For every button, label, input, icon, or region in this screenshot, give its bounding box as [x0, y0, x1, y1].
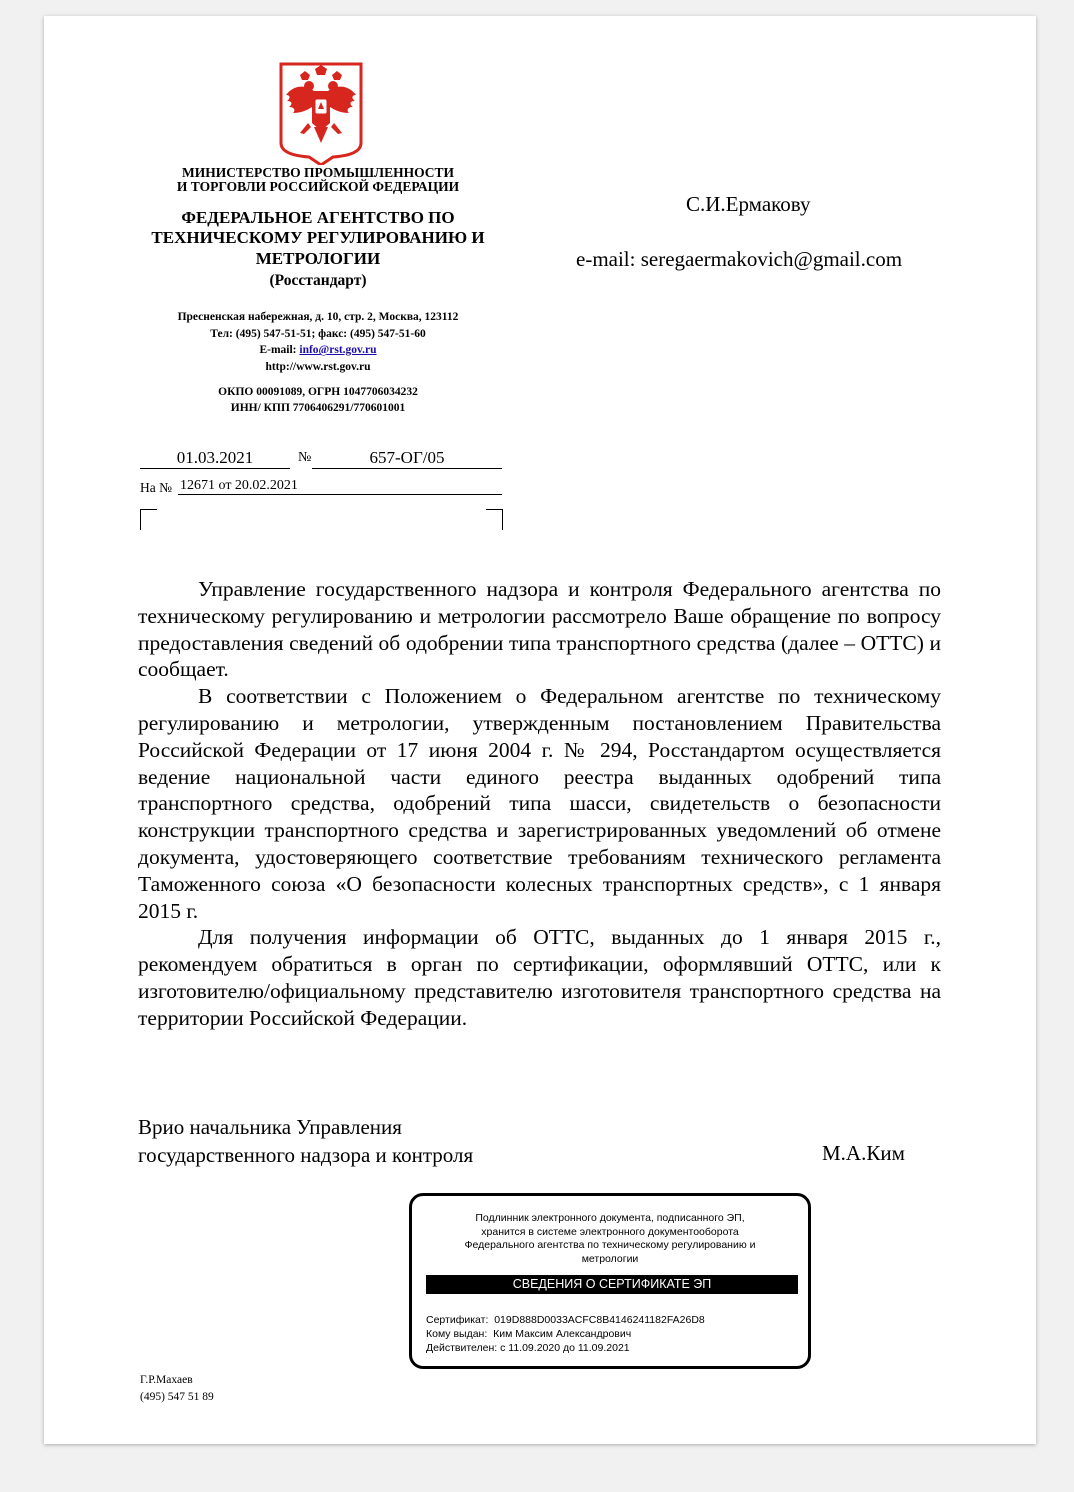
executor-info: [140, 1372, 214, 1407]
agency-codes: ОКПО 00091089, ОГРН 1047706034232 ИНН/ КПП 7706406291/770601001: [218, 386, 418, 415]
signatory-name: М.А.Ким: [822, 1141, 905, 1165]
paragraph-1: Управление государственного надзора и контроля Федерального агентства по техническому регулированию и метрологии рассмотрело Ваше обращение по вопросу предоставления сведений об одобрении типа транспортного средства (далее – ОТТС) и сообщает.: [138, 577, 941, 682]
certificate-row: Сертификат: 019D888D0033ACFC8B4146241182FA26D8: [426, 1314, 705, 1326]
agency-name: ФЕДЕРАЛЬНОЕ АГЕНТСТВО ПО ТЕХНИЧЕСКОМУ РЕГУЛИРОВАНИЮ И МЕТРОЛОГИИ: [151, 208, 485, 268]
recipient-email: e-mail: seregaermakovich@gmail.com: [576, 247, 903, 271]
website: http://www.rst.gov.ru: [265, 361, 371, 374]
stamp-certificate-info: [426, 1314, 705, 1356]
signatory-title: Врио начальника Управления государственного надзора и контроля: [138, 1115, 474, 1167]
electronic-signature-stamp: [409, 1193, 811, 1369]
address-corner-left: [140, 509, 157, 530]
incoming-reference: 12671 от 20.02.2021: [178, 478, 502, 495]
stamp-note: Подлинник электронного документа, подписанного ЭП, хранится в системе электронного документооборота Федерального агентства по техническому регулированию и метрологии: [464, 1212, 756, 1265]
agency-contacts: [128, 309, 508, 376]
paragraph-3: Для получения информации об ОТТС, выданных до 1 января 2015 г., рекомендуем обратиться в орган по сертификации, оформлявший ОТТС, или к изготовителю/официальному представителю изготовителя транспортного средства на территории Российской Федерации.: [138, 925, 941, 1030]
agency-short-name: (Росстандарт): [269, 272, 367, 289]
issued-to-row: Кому выдан: Ким Максим Александрович: [426, 1327, 632, 1340]
paragraph-2: В соответствии с Положением о Федеральном агентстве по техническому регулированию и метрологии, утвержденным постановлением Правительства Российской Федерации от 17 июня 2004 г. № 294, Росстандартом осуществляется ведение национальной части единого реестра выданных одобрений типа транспортного средства, одобрений типа шасси, свидетельств о безопасности конструкции транспортного средства и зарегистрированных уведомлений об отмене документа, удостоверяющего соответствие требованиям технического регламента Таможенного союза «О безопасности колесных транспортных средств», с 1 января 2015 г.: [138, 684, 941, 923]
valid-row: Действителен: с 11.09.2020 до 11.09.2021: [426, 1341, 630, 1354]
ministry-name: МИНИСТЕРСТВО ПРОМЫШЛЕННОСТИ И ТОРГОВЛИ РОССИЙСКОЙ ФЕДЕРАЦИИ: [176, 165, 460, 195]
letter-body: [138, 576, 941, 1032]
executor-name: Г.Р.Махаев: [140, 1374, 193, 1386]
outgoing-number: 657-ОГ/05: [312, 448, 502, 469]
recipient-name: С.И.Ермакову: [686, 192, 811, 216]
agency-email-link[interactable]: info@rst.gov.ru: [299, 344, 377, 357]
phone-fax: Тел: (495) 547-51-51; факс: (495) 547-51-60: [210, 327, 426, 340]
outgoing-date: 01.03.2021: [140, 448, 290, 469]
address: Пресненская набережная, д. 10, стр. 2, Москва, 123112: [177, 311, 459, 323]
incoming-label: На №: [140, 480, 172, 495]
address-corner-right: [486, 509, 503, 530]
email-line: E-mail: info@rst.gov.ru: [259, 344, 377, 357]
coat-of-arms-emblem: [278, 61, 364, 165]
number-sign: №: [298, 450, 312, 465]
executor-phone: (495) 547 51 89: [140, 1391, 214, 1404]
document-page: [44, 16, 1036, 1444]
stamp-certificate-header: СВЕДЕНИЯ О СЕРТИФИКАТЕ ЭП: [426, 1275, 798, 1294]
